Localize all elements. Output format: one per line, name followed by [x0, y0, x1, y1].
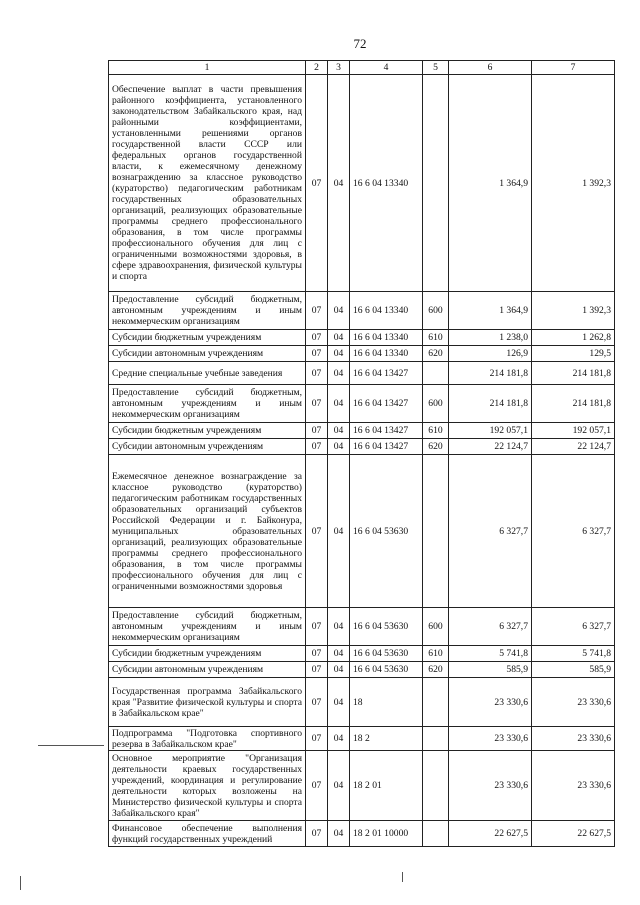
row-name: Субсидии автономным учреждениям [109, 439, 306, 455]
row-amount-year2: 23 330,6 [532, 727, 615, 751]
row-amount-year1: 126,9 [449, 346, 532, 362]
table-row [109, 385, 615, 423]
row-name: Обеспечение выплат в части превышения районного коэффициента, установленного законодательством Забайкальского края, над районными коэффициентами, установленными решениями органов государственной власти СССР или федеральных органов государственной власти, к ежемесячному денежному вознаграждению за классное руководство (кураторство) педагогическим работникам государственных образовательных организаций, реализующих образовательные программы среднего профессионального образования, в том числе программы профессионального обучения для лиц с ограниченными возможностями здоровья, в сфере здравоохранения, физической культуры и спорта [109, 75, 306, 292]
row-section: 07 [306, 662, 328, 678]
row-expense-type [423, 362, 449, 385]
row-name: Предоставление субсидий бюджетным, автономным учреждениям и иным некоммерческим организациям [109, 292, 306, 330]
row-amount-year2: 5 741,8 [532, 646, 615, 662]
column-header: 2 [306, 61, 328, 75]
row-name: Государственная программа Забайкальского края "Развитие физической культуры и спорта в Забайкальском крае" [109, 678, 306, 727]
row-expense-type: 600 [423, 608, 449, 646]
row-section: 07 [306, 646, 328, 662]
row-subsection: 04 [328, 75, 350, 292]
row-target-code: 18 [350, 678, 423, 727]
row-name: Субсидии автономным учреждениям [109, 346, 306, 362]
row-target-code: 16 6 04 53630 [350, 662, 423, 678]
page-number: 72 [353, 36, 367, 51]
row-amount-year1: 214 181,8 [449, 362, 532, 385]
row-name: Предоставление субсидий бюджетным, автономным учреждениям и иным некоммерческим организациям [109, 608, 306, 646]
row-subsection: 04 [328, 423, 350, 439]
table-row [109, 608, 615, 646]
row-target-code: 18 2 01 10000 [350, 821, 423, 847]
row-amount-year2: 214 181,8 [532, 362, 615, 385]
row-expense-type [423, 727, 449, 751]
row-section: 07 [306, 423, 328, 439]
column-header: 1 [109, 61, 306, 75]
row-target-code: 16 6 04 53630 [350, 608, 423, 646]
row-section: 07 [306, 821, 328, 847]
row-section: 07 [306, 727, 328, 751]
table-row [109, 439, 615, 455]
row-name: Финансовое обеспечение выполнения функций государственных учреждений [109, 821, 306, 847]
row-amount-year1: 23 330,6 [449, 727, 532, 751]
row-subsection: 04 [328, 646, 350, 662]
row-expense-type [423, 821, 449, 847]
row-expense-type [423, 455, 449, 608]
table-row [109, 662, 615, 678]
row-expense-type: 610 [423, 330, 449, 346]
row-target-code: 16 6 04 13340 [350, 75, 423, 292]
row-expense-type: 620 [423, 439, 449, 455]
row-section: 07 [306, 678, 328, 727]
row-section: 07 [306, 330, 328, 346]
row-section: 07 [306, 292, 328, 330]
table-row [109, 646, 615, 662]
row-amount-year2: 23 330,6 [532, 751, 615, 821]
row-subsection: 04 [328, 455, 350, 608]
row-name: Субсидии автономным учреждениям [109, 662, 306, 678]
row-section: 07 [306, 385, 328, 423]
row-target-code: 18 2 [350, 727, 423, 751]
row-expense-type: 600 [423, 292, 449, 330]
row-target-code: 16 6 04 13427 [350, 423, 423, 439]
row-amount-year1: 23 330,6 [449, 678, 532, 727]
row-section: 07 [306, 608, 328, 646]
column-header: 3 [328, 61, 350, 75]
row-name: Ежемесячное денежное вознаграждение за классное руководство (кураторство) педагогическим работникам государственных образовательных организаций субъектов Российской Федерации и г. Байконура, муниципальных образовательных организаций, реализующих образовательные программы среднего профессионального образования, в том числе программы профессионального обучения для лиц с ограниченными возможностями здоровья [109, 455, 306, 608]
row-subsection: 04 [328, 727, 350, 751]
row-amount-year2: 6 327,7 [532, 455, 615, 608]
table-row [109, 423, 615, 439]
row-amount-year1: 585,9 [449, 662, 532, 678]
row-name: Субсидии бюджетным учреждениям [109, 646, 306, 662]
row-subsection: 04 [328, 662, 350, 678]
column-header: 7 [532, 61, 615, 75]
row-amount-year1: 214 181,8 [449, 385, 532, 423]
row-section: 07 [306, 75, 328, 292]
row-subsection: 04 [328, 292, 350, 330]
row-amount-year1: 23 330,6 [449, 751, 532, 821]
column-header: 6 [449, 61, 532, 75]
row-amount-year2: 22 627,5 [532, 821, 615, 847]
row-target-code: 16 6 04 53630 [350, 646, 423, 662]
row-section: 07 [306, 439, 328, 455]
row-amount-year2: 6 327,7 [532, 608, 615, 646]
scan-artifact-line [20, 876, 21, 890]
table-row [109, 292, 615, 330]
row-amount-year2: 22 124,7 [532, 439, 615, 455]
table-row [109, 751, 615, 821]
row-amount-year1: 6 327,7 [449, 608, 532, 646]
row-target-code: 16 6 04 13340 [350, 292, 423, 330]
row-amount-year1: 6 327,7 [449, 455, 532, 608]
row-expense-type [423, 75, 449, 292]
row-expense-type: 610 [423, 646, 449, 662]
row-amount-year1: 22 627,5 [449, 821, 532, 847]
row-subsection: 04 [328, 821, 350, 847]
budget-table [108, 60, 615, 847]
row-section: 07 [306, 751, 328, 821]
table-row [109, 75, 615, 292]
row-name: Основное мероприятие "Организация деятельности краевых государственных учреждений, координация и регулирование деятельности которых возложены на Министерство физической культуры и спорта Забайкальского края" [109, 751, 306, 821]
row-target-code: 16 6 04 13427 [350, 385, 423, 423]
table-row [109, 678, 615, 727]
table-row [109, 346, 615, 362]
row-expense-type: 620 [423, 662, 449, 678]
row-subsection: 04 [328, 362, 350, 385]
row-amount-year2: 214 181,8 [532, 385, 615, 423]
table-row [109, 330, 615, 346]
row-subsection: 04 [328, 751, 350, 821]
row-amount-year1: 1 238,0 [449, 330, 532, 346]
table-row [109, 727, 615, 751]
row-amount-year1: 22 124,7 [449, 439, 532, 455]
row-subsection: 04 [328, 385, 350, 423]
row-target-code: 16 6 04 13340 [350, 330, 423, 346]
scan-artifact-line [402, 872, 403, 882]
row-target-code: 16 6 04 13427 [350, 439, 423, 455]
row-target-code: 16 6 04 53630 [350, 455, 423, 608]
column-header: 4 [350, 61, 423, 75]
row-expense-type: 610 [423, 423, 449, 439]
header-row [109, 61, 615, 75]
row-amount-year1: 1 364,9 [449, 292, 532, 330]
row-subsection: 04 [328, 678, 350, 727]
row-name: Подпрограмма "Подготовка спортивного резерва в Забайкальском крае" [109, 727, 306, 751]
row-name: Субсидии бюджетным учреждениям [109, 330, 306, 346]
row-name: Средние специальные учебные заведения [109, 362, 306, 385]
row-amount-year2: 129,5 [532, 346, 615, 362]
row-name: Субсидии бюджетным учреждениям [109, 423, 306, 439]
row-section: 07 [306, 455, 328, 608]
row-amount-year2: 1 392,3 [532, 292, 615, 330]
row-expense-type [423, 678, 449, 727]
row-section: 07 [306, 346, 328, 362]
row-subsection: 04 [328, 439, 350, 455]
table-row [109, 362, 615, 385]
row-amount-year2: 585,9 [532, 662, 615, 678]
row-amount-year1: 5 741,8 [449, 646, 532, 662]
row-amount-year2: 192 057,1 [532, 423, 615, 439]
row-expense-type: 600 [423, 385, 449, 423]
row-expense-type: 620 [423, 346, 449, 362]
row-target-code: 18 2 01 [350, 751, 423, 821]
row-expense-type [423, 751, 449, 821]
table-row [109, 821, 615, 847]
column-header: 5 [423, 61, 449, 75]
row-name: Предоставление субсидий бюджетным, автономным учреждениям и иным некоммерческим организациям [109, 385, 306, 423]
row-target-code: 16 6 04 13340 [350, 346, 423, 362]
row-amount-year1: 192 057,1 [449, 423, 532, 439]
row-amount-year2: 23 330,6 [532, 678, 615, 727]
table-row [109, 455, 615, 608]
row-amount-year1: 1 364,9 [449, 75, 532, 292]
row-subsection: 04 [328, 608, 350, 646]
row-amount-year2: 1 262,8 [532, 330, 615, 346]
row-section: 07 [306, 362, 328, 385]
row-target-code: 16 6 04 13427 [350, 362, 423, 385]
scan-artifact-line [38, 745, 104, 746]
row-subsection: 04 [328, 346, 350, 362]
row-subsection: 04 [328, 330, 350, 346]
row-amount-year2: 1 392,3 [532, 75, 615, 292]
